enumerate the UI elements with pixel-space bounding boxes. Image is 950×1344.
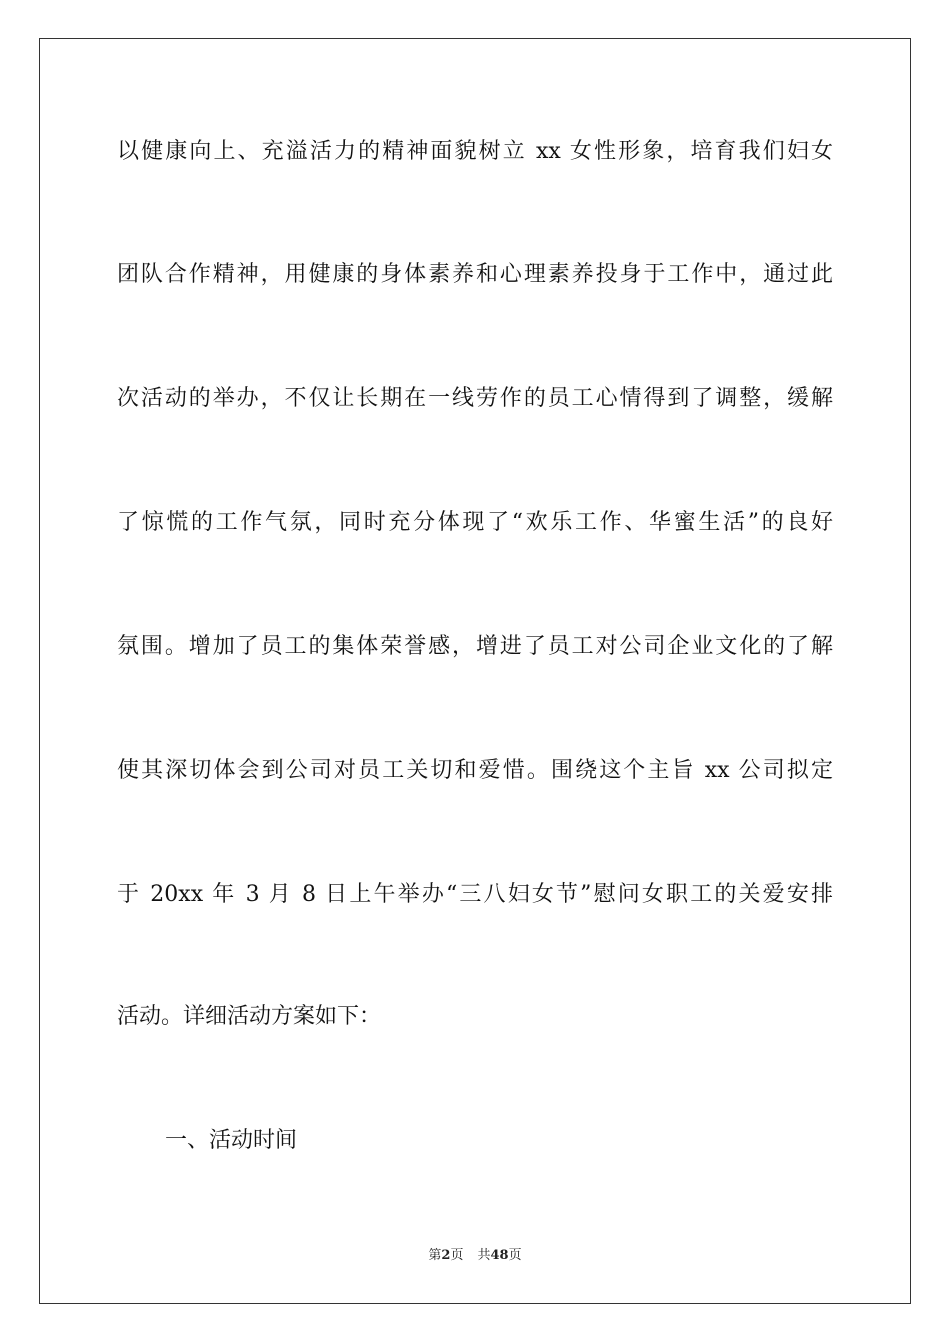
body-text-line-4: 了惊慌的工作气氛，同时充分体现了“欢乐工作、华蜜生活”的良好 bbox=[117, 510, 833, 535]
body-text-line-8: 活动。详细活动方案如下： bbox=[117, 1004, 382, 1029]
body-text-line-1: 以健康向上、充溢活力的精神面貌树立 xx 女性形象，培育我们妇女 bbox=[117, 139, 833, 164]
body-text-line-7: 于 20xx 年 3 月 8 日上午举办“三八妇女节”慰问女职工的关爱安排 bbox=[117, 882, 833, 907]
page-border bbox=[39, 38, 911, 1304]
page-prefix: 第 bbox=[428, 1248, 442, 1263]
page-number: 2 bbox=[441, 1248, 451, 1263]
body-text-line-5: 氛围。增加了员工的集体荣誉感，增进了员工对公司企业文化的了解 bbox=[117, 634, 833, 659]
body-text-line-6: 使其深切体会到公司对员工关切和爱惜。围绕这个主旨 xx 公司拟定 bbox=[117, 758, 833, 783]
total-pages: 48 bbox=[490, 1248, 509, 1263]
page-suffix: 页 bbox=[450, 1248, 464, 1263]
total-prefix: 共 bbox=[477, 1248, 491, 1263]
page-footer bbox=[0, 1248, 950, 1264]
body-text-line-3: 次活动的举办，不仅让长期在一线劳作的员工心情得到了调整，缓解 bbox=[117, 386, 833, 411]
body-text-line-2: 团队合作精神，用健康的身体素养和心理素养投身于工作中，通过此 bbox=[117, 262, 833, 287]
total-suffix: 页 bbox=[508, 1248, 522, 1263]
section-heading: 一、活动时间 bbox=[165, 1128, 298, 1153]
